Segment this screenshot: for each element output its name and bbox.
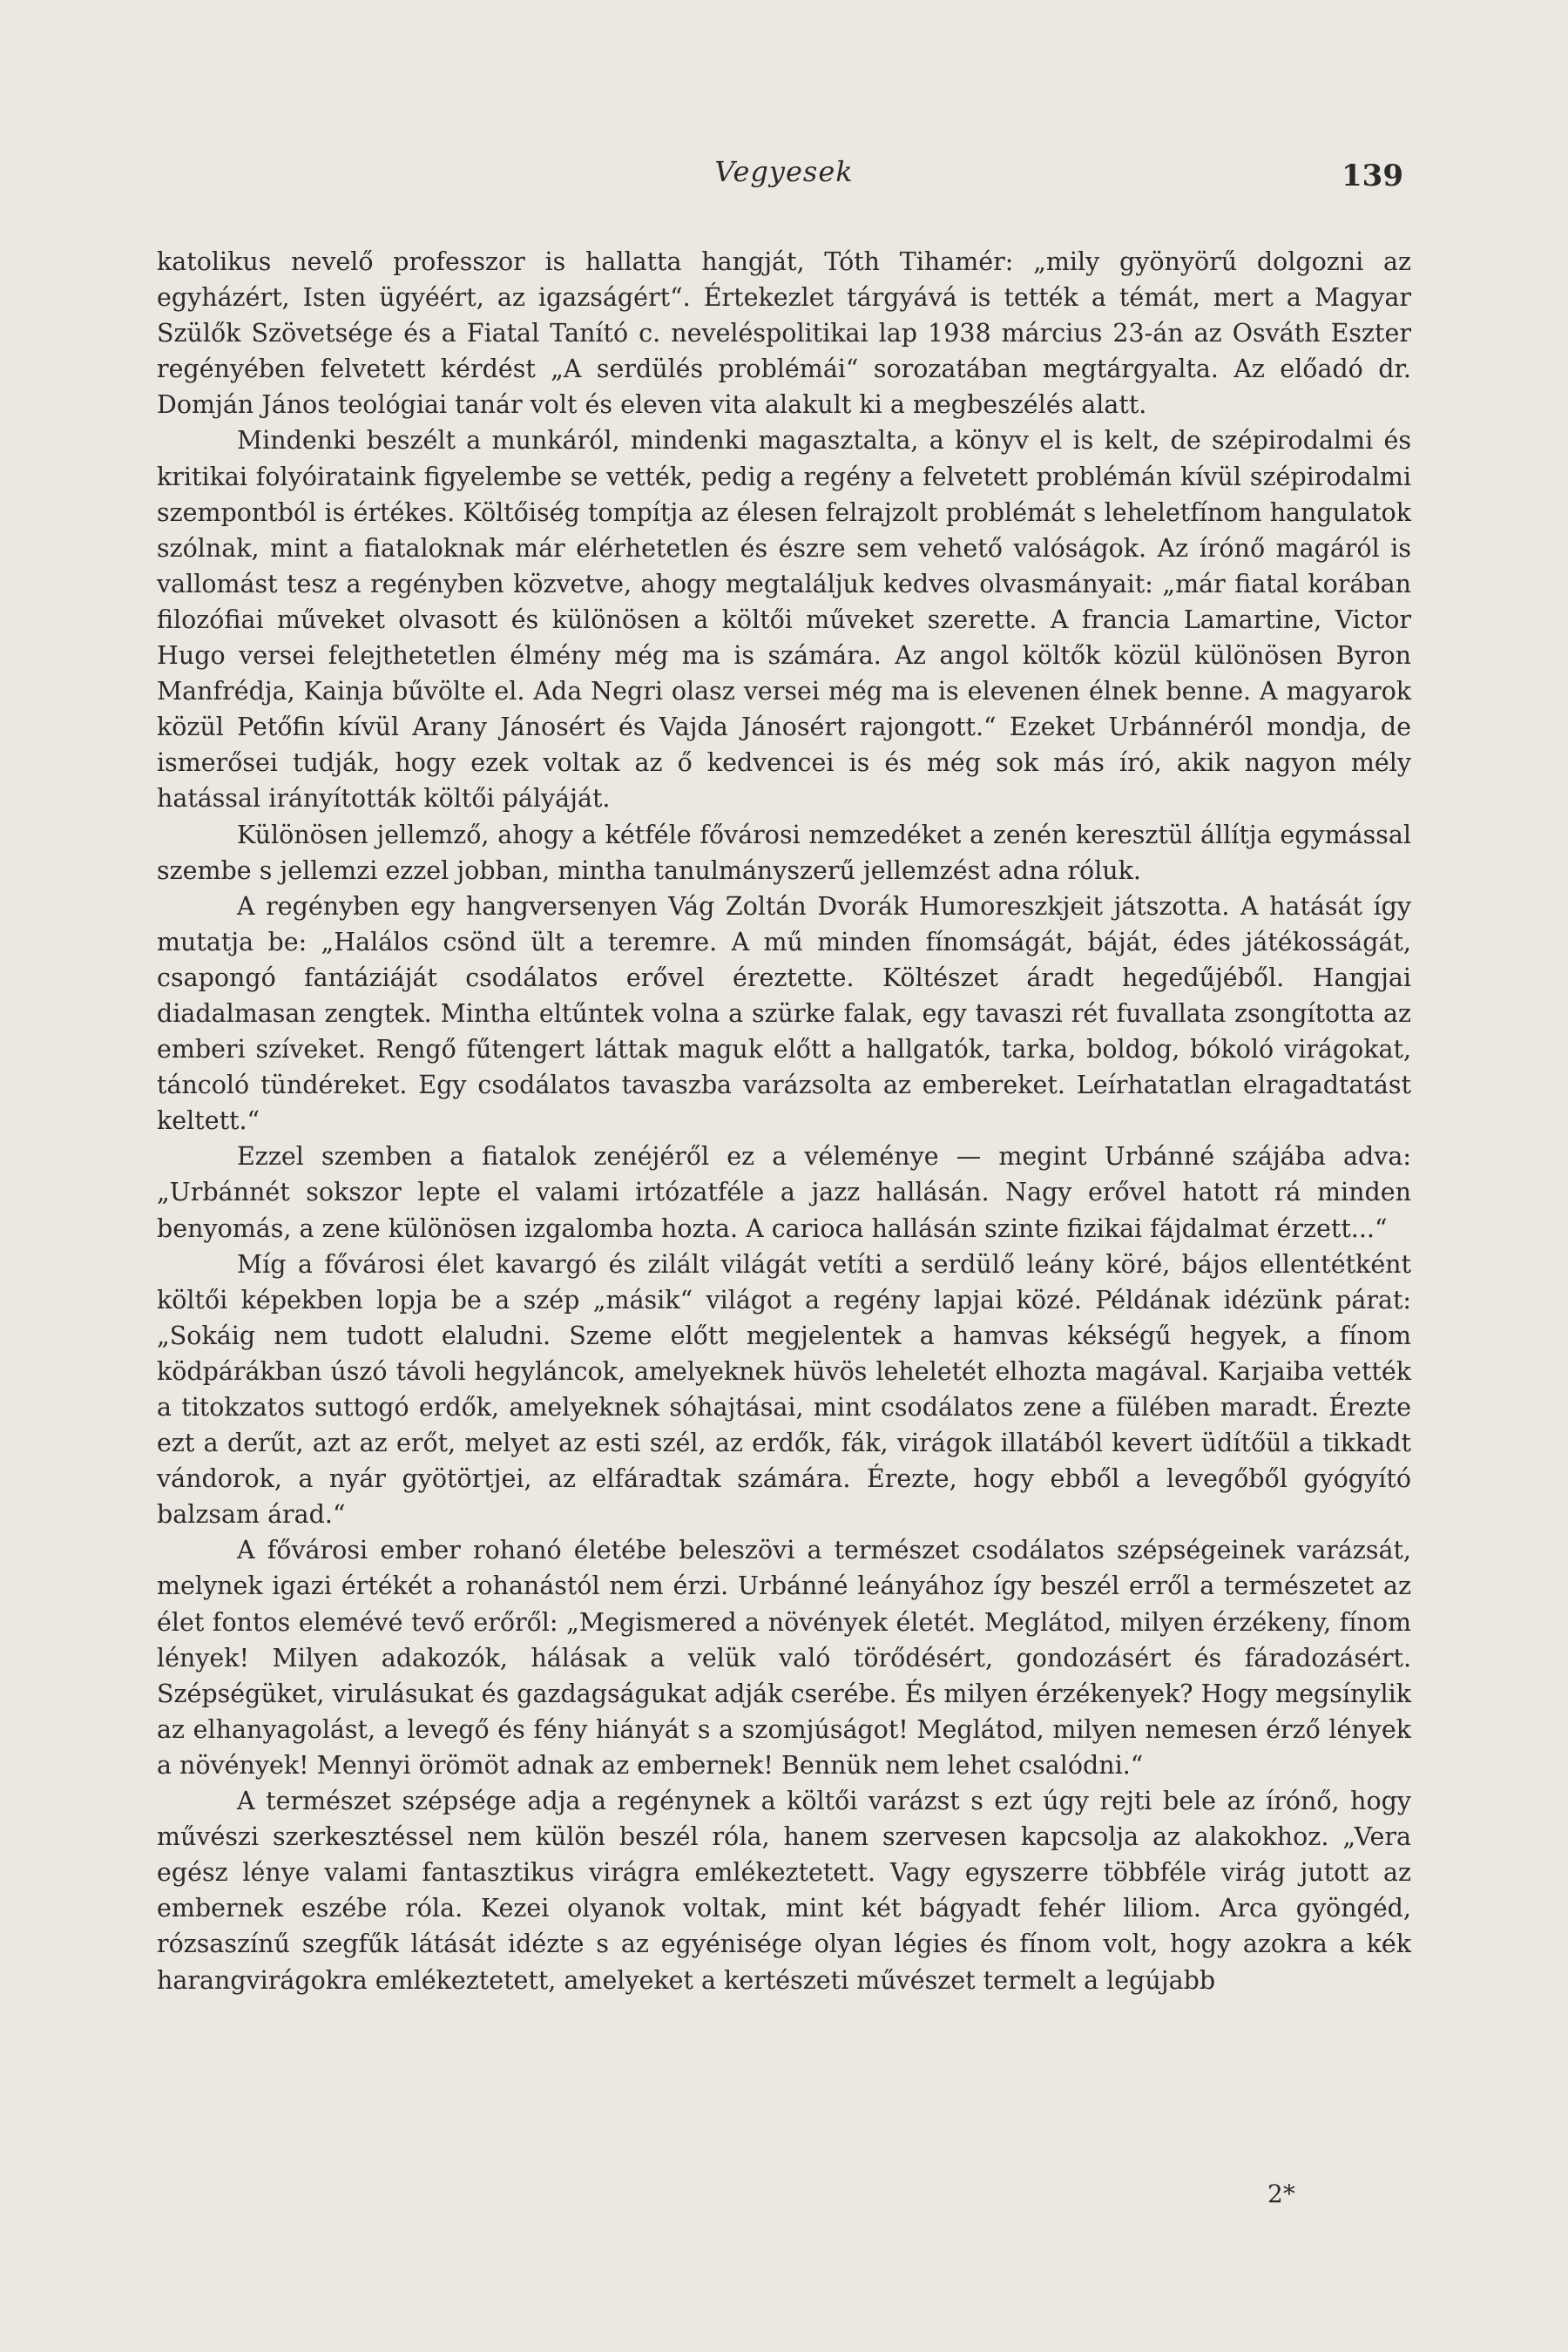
paragraph: A természet szépsége adja a regénynek a költői varázst s ezt úgy rejti bele az írónő, hogy művészi szerkesztéssel nem külön beszél róla, hanem szervesen kapcsolja az alakokhoz. „Vera egész lénye valami fantasztikus virágra emlékeztetett. Vagy egyszerre többféle virág jutott az embernek eszébe róla. Kezei olyanok voltak, mint két bágyadt fehér liliom. Arca gyöngéd, rózsaszínű szegfűk látását idézte s az egyénisége olyan légies és fínom volt, hogy azokra a kék harangvirágokra emlékeztetett, amelyeket a kertészeti művészet termelt a legújabb — [157, 1787, 1411, 1995]
running-title: Vegyesek — [714, 155, 854, 188]
paragraph: Mindenki beszélt a munkáról, mindenki magasztalta, a könyv el is kelt, de szépirodalmi és kritikai folyóirataink figyelembe se vették, pedig a regény a felvetett problémán kívül szépirodalmi szempontból is értékes. Költőiség tompítja az élesen felrajzolt problémát s leheletfínom hangulatok szólnak, mint a fiataloknak már elérhetetlen és észre sem vehető valóságok. Az írónő magáról is vallomást tesz a regényben közvetve, ahogy megtaláljuk kedves olvasmányait: „már fiatal korában filozófiai műveket olvasott és különösen a költői műveket szerette. A francia Lamartine, Victor Hugo versei felejthetetlen élmény még ma is számára. Az angol költők közül különösen Byron Manfrédja, Kainja bűvölte el. Ada Negri olasz versei még ma is elevenen élnek benne. A magyarok közül Petőfin kívül Arany Jánosért és Vajda Jánosért rajongott.“ Ezeket Urbánnéról mondja, de ismerősei tudják, hogy ezek voltak az ő kedvencei is és még sok más író, akik nagyon mély hatással irányították költői pályáját. — [157, 426, 1411, 814]
paragraph: Ezzel szemben a fiatalok zenéjéről ez a véleménye — megint Urbánné szájába adva: „Urbánnét sokszor lepte el valami irtózatféle a jazz hallásán. Nagy erővel hatott rá minden benyomás, a zene különösen izgalomba hozta. A carioca hallásán szinte fizikai fájdalmat érzett...“ — [157, 1142, 1411, 1243]
page-number: 139 — [1342, 159, 1403, 193]
body-text — [157, 244, 1411, 1998]
paragraph: A fővárosi ember rohanó életébe beleszövi a természet csodálatos szépségeinek varázsát, melynek igazi értékét a rohanástól nem érzi. Urbánné leányához így beszél erről a természetet az élet fontos elemévé tevő erőről: „Megismered a növények életét. Meglátod, milyen érzékeny, fínom lények! Milyen adakozók, hálásak a velük való törődésért, gondozásért és fáradozásért. Szépségüket, virulásukat és gazdagságukat adják cserébe. És milyen érzékenyek? Hogy megsínylik az elhanyagolást, a levegő és fény hiányát s a szomjúságot! Meglátod, milyen nemesen érző lények a növények! Mennyi örömöt adnak az embernek! Bennük nem lehet csalódni.“ — [157, 1536, 1411, 1780]
paragraph: Míg a fővárosi élet kavargó és zilált világát vetíti a serdülő leány köré, bájos ellentétként költői képekben lopja be a szép „másik“ világot a regény lapjai közé. Példának idézünk párat: „Sokáig nem tudott elaludni. Szeme előtt megjelentek a hamvas kékségű hegyek, a fínom ködpárákban úszó távoli hegyláncok, amelyeknek hüvös leheletét elhozta magával. Karjaiba vették a titokzatos suttogó erdők, amelyeknek sóhajtásai, mint csodálatos zene a fülében maradt. Érezte ezt a derűt, azt az erőt, melyet az esti szél, az erdők, fák, virágok illatából kevert üdítőül a tikkadt vándorok, a nyár gyötörtjei, az elfáradtak számára. Érezte, hogy ebből a levegőből gyógyító balzsam árad.“ — [157, 1249, 1411, 1530]
paragraph: Különösen jellemző, ahogy a kétféle fővárosi nemzedéket a zenén keresztül állítja egymással szembe s jellemzi ezzel jobban, mintha tanulmányszerű jellemzést adna róluk. — [157, 820, 1411, 885]
paragraph: katolikus nevelő professzor is hallatta hangját, Tóth Tihamér: „mily gyönyörű dolgozni az egyházért, Isten ügyéért, az igazságért“. Értekezlet tárgyává is tették a témát, mert a Magyar Szülők Szövetsége és a Fiatal Tanító c. neveléspolitikai lap 1938 március 23-án az Osváth Eszter regényében felvetett kérdést „A serdülés problémái“ sorozatában megtárgyalta. Az előadó dr. Domján János teológiai tanár volt és eleven vita alakult ki a megbeszélés alatt. — [157, 247, 1411, 420]
paragraph: A regényben egy hangversenyen Vág Zoltán Dvorák Humoreszkjeit játszotta. A hatását így mutatja be: „Halálos csönd ült a teremre. A mű minden fínomságát, báját, édes játékosságát, csapongó fantáziáját csodálatos erővel éreztette. Költészet áradt hegedűjéből. Hangjai diadalmasan zengtek. Mintha eltűntek volna a szürke falak, egy tavaszi rét fuvallata zsongította az emberi szíveket. Rengő fűtengert láttak maguk előtt a hallgatók, tarka, boldog, bókoló virágokat, táncoló tündéreket. Egy csodálatos tavaszba varázsolta az embereket. Leírhatatlan elragadtatást keltett.“ — [157, 891, 1411, 1136]
signature-mark: 2* — [1267, 2180, 1295, 2208]
